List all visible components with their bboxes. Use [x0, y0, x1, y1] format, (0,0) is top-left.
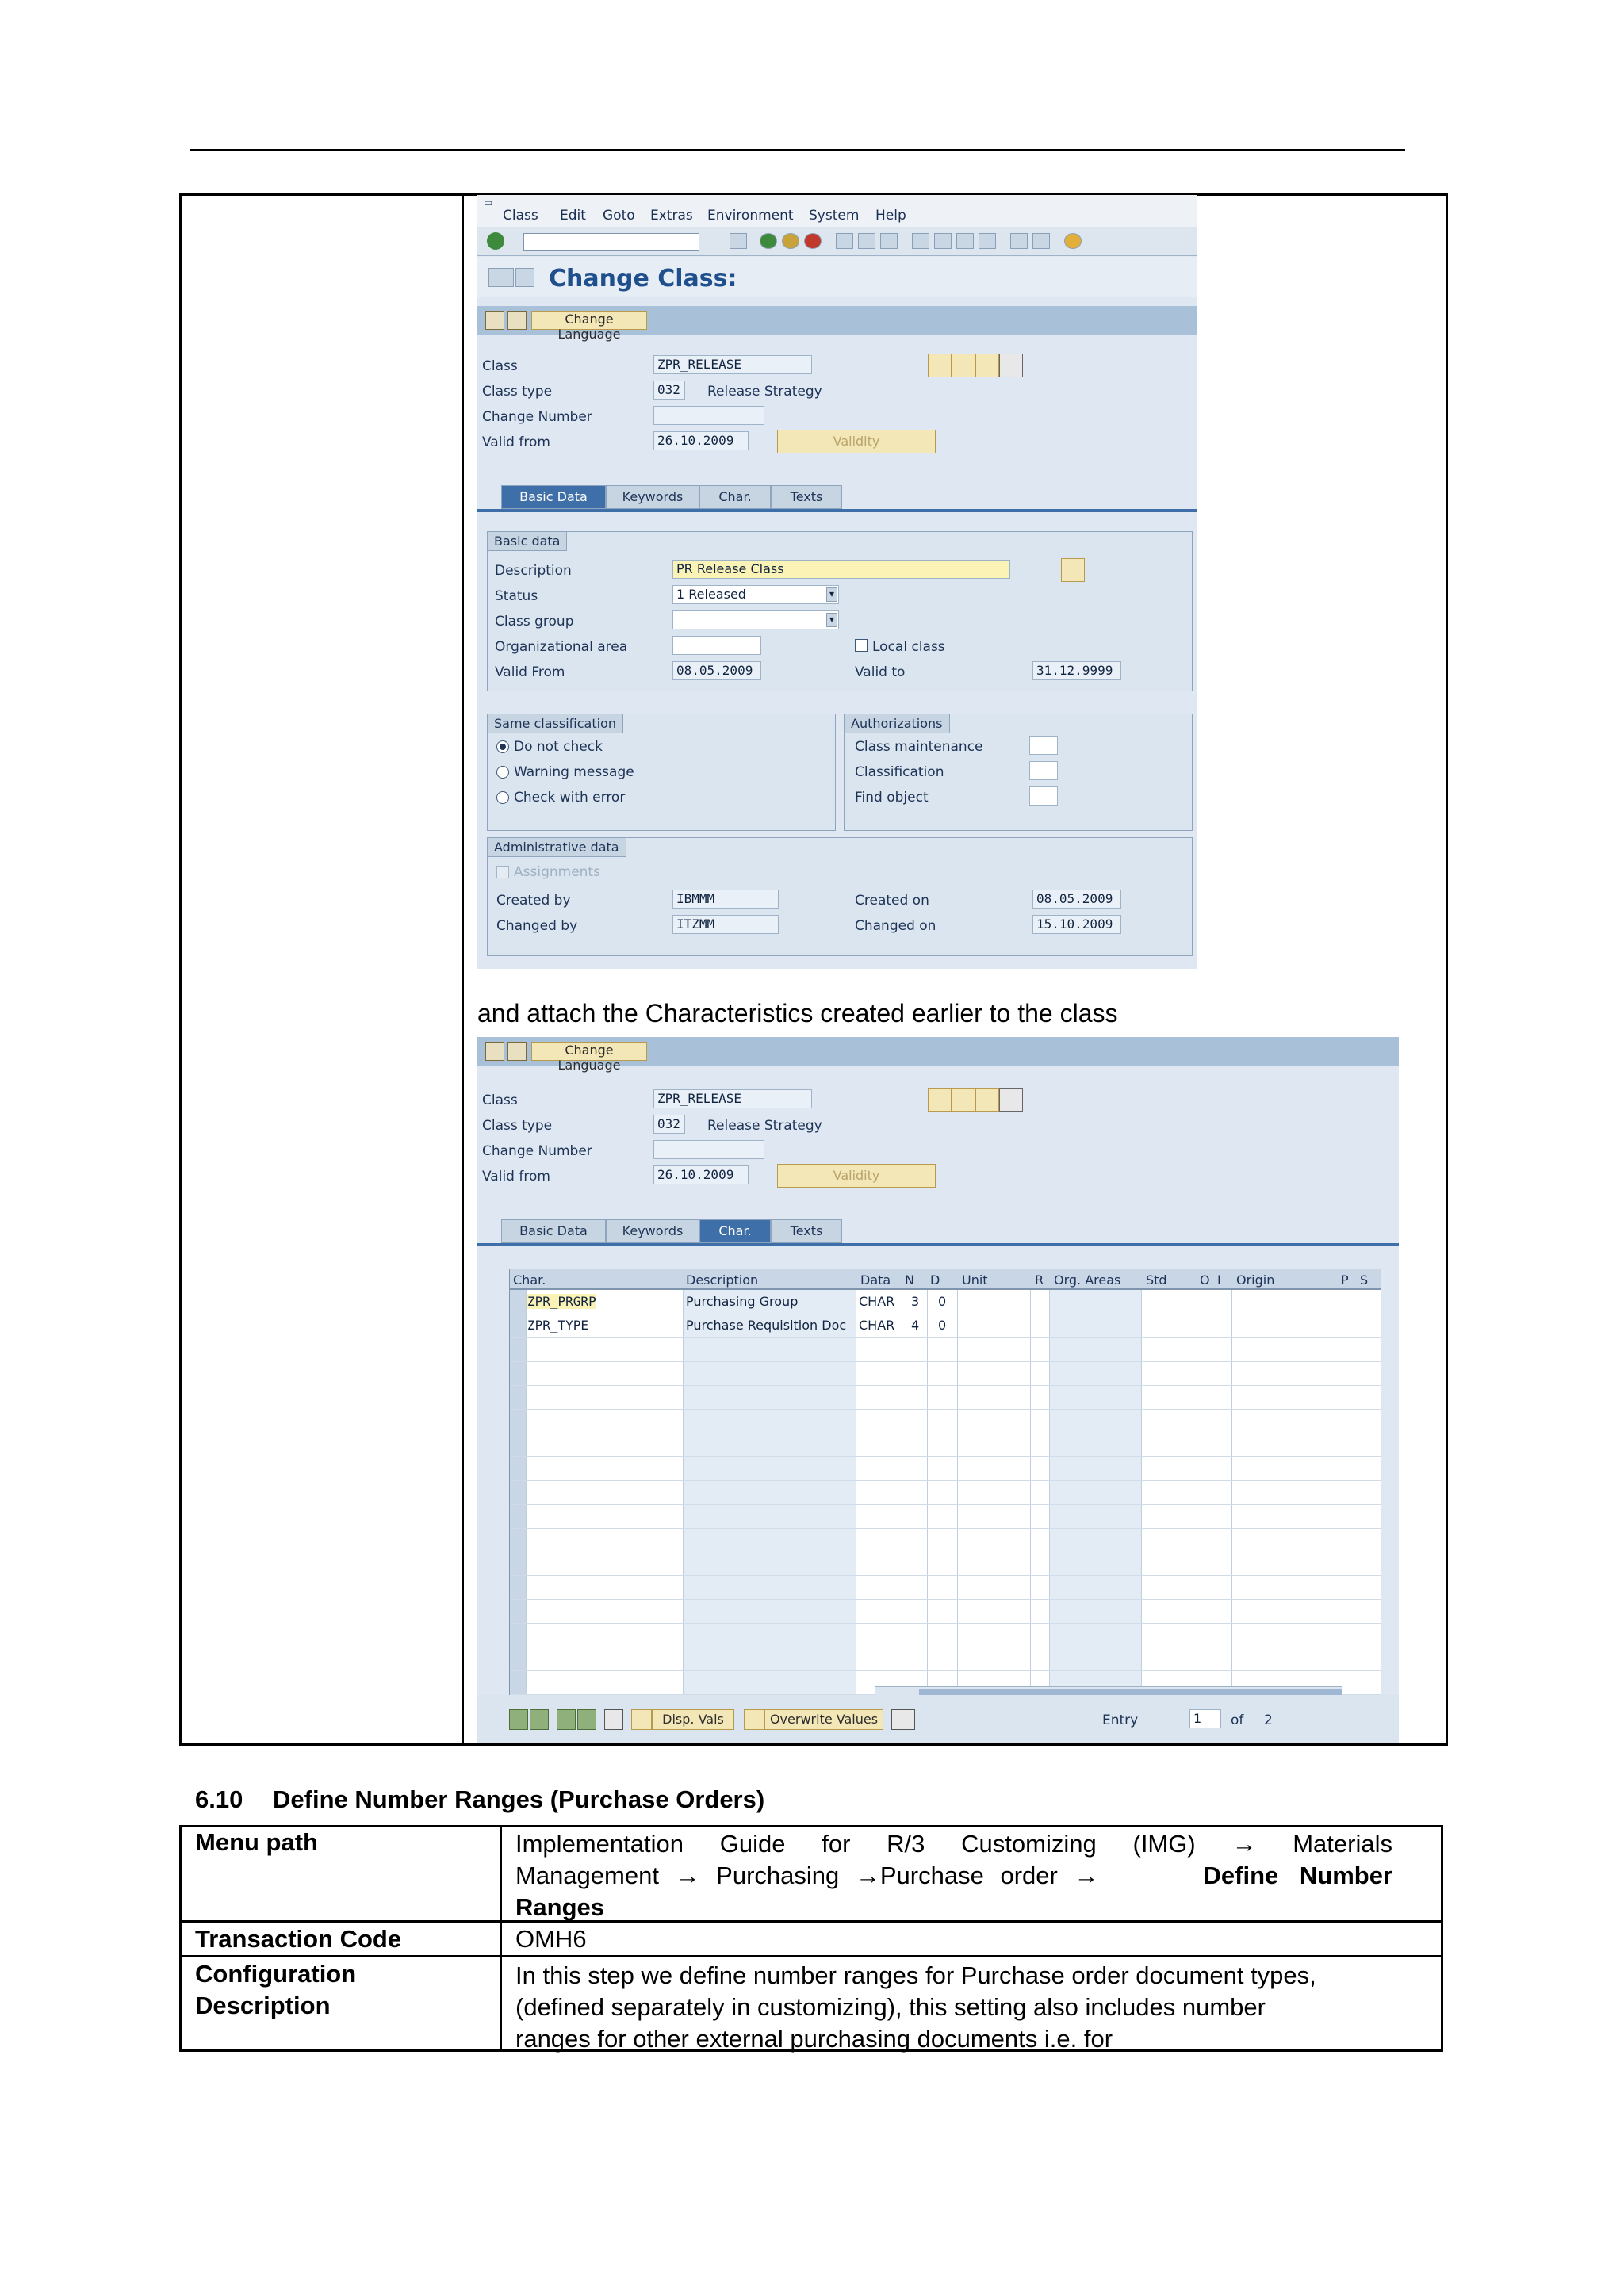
class-type-description: Release Strategy [707, 384, 822, 400]
application-toolbar [477, 306, 1197, 342]
delete-row-icon[interactable] [604, 1709, 623, 1730]
col-o[interactable]: O [1200, 1272, 1210, 1288]
basic-valid-from-field[interactable]: 08.05.2009 [672, 661, 761, 680]
shortcut-icon[interactable] [1032, 233, 1050, 249]
basic-data-title: Basic data [488, 532, 567, 551]
config-description-line3: ranges for other external purchasing documents i.e. for [515, 2025, 1113, 2053]
display-change-icon[interactable] [515, 268, 534, 287]
sap-change-class-screen [477, 195, 1197, 969]
section-number: 6.10 [195, 1785, 243, 1813]
description-field[interactable]: PR Release Class [672, 560, 1010, 579]
n-cell: 3 [911, 1294, 920, 1309]
tab-keywords-2[interactable]: Keywords [606, 1219, 699, 1243]
table-row[interactable] [510, 1385, 1381, 1410]
change-number-field[interactable] [653, 406, 764, 425]
copy-row-icon[interactable] [577, 1709, 596, 1730]
data-cell: CHAR [859, 1318, 895, 1333]
col-description[interactable]: Description [686, 1272, 759, 1288]
config-description-label-2: Description [195, 1992, 331, 2019]
transaction-code-label: Transaction Code [195, 1925, 402, 1953]
created-by-label: Created by [496, 893, 571, 909]
changed-by-field[interactable]: ITZMM [672, 915, 779, 934]
other-class-icon[interactable] [488, 268, 514, 287]
delete-icon[interactable] [999, 354, 1023, 377]
menu-path-line1: Implementation Guide for R/3 Customizing (IMG) → Materials [515, 1830, 1392, 1858]
table-row[interactable] [510, 1290, 1381, 1314]
table-row[interactable] [510, 1433, 1381, 1457]
class-type-description-2: Release Strategy [707, 1118, 822, 1134]
change-number-label-2: Change Number [482, 1143, 592, 1159]
menu-class[interactable]: Class [503, 208, 538, 224]
cancel-icon[interactable] [804, 233, 822, 249]
status-field[interactable]: 1 Released [672, 585, 839, 604]
insert-row-icon[interactable] [557, 1709, 576, 1730]
config-table-column-divider [500, 1825, 502, 2052]
caption-text: and attach the Characteristics created earlier to the class [477, 999, 1118, 1027]
class-maintenance-label: Class maintenance [855, 739, 983, 755]
entry-field[interactable]: 1 [1189, 1709, 1221, 1728]
desc-cell: Purchase Requisition Doc [686, 1318, 847, 1333]
table-row[interactable] [510, 1456, 1381, 1481]
n-cell: 4 [911, 1318, 920, 1333]
header-rule [190, 149, 1405, 151]
find-icon[interactable] [858, 233, 875, 249]
d-cell: 0 [938, 1294, 947, 1309]
class-type-label-2: Class type [482, 1118, 553, 1134]
menu-system[interactable]: System [809, 208, 860, 224]
menu-environment[interactable]: Environment [707, 208, 794, 224]
valid-to-label: Valid to [855, 664, 906, 680]
char-cell[interactable]: ZPR_PRGRP [527, 1294, 596, 1309]
char-cell[interactable]: ZPR_TYPE [527, 1318, 589, 1333]
class-maintenance-field[interactable] [1029, 736, 1058, 755]
class-group-dropdown-icon[interactable]: ▾ [826, 613, 837, 627]
description-label: Description [495, 563, 572, 579]
class-label: Class [482, 358, 518, 374]
menu-help[interactable]: Help [875, 208, 906, 224]
table-row[interactable] [510, 1647, 1381, 1671]
table-row[interactable] [510, 1409, 1381, 1433]
grid-action-bar [477, 1695, 1399, 1743]
radio-warning-message[interactable] [496, 766, 509, 779]
classification-field[interactable] [1029, 761, 1058, 780]
section-title: Define Number Ranges (Purchase Orders) [273, 1785, 765, 1813]
created-by-field[interactable]: IBMMM [672, 890, 779, 909]
menu-path-label: Menu path [195, 1828, 318, 1856]
changed-by-label: Changed by [496, 918, 578, 934]
tab-strip-line [477, 509, 1197, 512]
classification-label: Classification [855, 764, 944, 780]
change-language-button-2[interactable]: Change Language [531, 1042, 647, 1061]
first-page-icon[interactable] [912, 233, 929, 249]
tab-strip-line-2 [477, 1243, 1399, 1246]
change-language-button[interactable]: Change Language [531, 311, 647, 330]
col-data[interactable]: Data [860, 1272, 891, 1288]
change-number-field-2[interactable] [653, 1140, 764, 1159]
screen-title: Change Class: [549, 265, 737, 293]
changed-on-field[interactable]: 15.10.2009 [1032, 915, 1121, 934]
application-toolbar-2 [477, 1037, 1399, 1073]
back-icon[interactable] [760, 233, 777, 249]
data-cell: CHAR [859, 1294, 895, 1309]
copy-icon-2[interactable] [975, 1088, 999, 1112]
table-row[interactable] [510, 1480, 1381, 1505]
col-d[interactable]: D [930, 1272, 940, 1288]
prev-page-icon[interactable] [934, 233, 952, 249]
table-row[interactable] [510, 1504, 1381, 1529]
valid-from-label-2: Valid from [482, 1169, 550, 1184]
org-area-label: Organizational area [495, 639, 628, 655]
char-grid [509, 1289, 1381, 1701]
classification-icon[interactable] [928, 354, 952, 377]
validity-button[interactable]: Validity [777, 430, 936, 453]
created-on-field[interactable]: 08.05.2009 [1032, 890, 1121, 909]
find-object-label: Find object [855, 790, 929, 806]
col-org-areas[interactable]: Org. Areas [1054, 1272, 1121, 1288]
next-page-icon[interactable] [956, 233, 974, 249]
radio-do-not-check[interactable] [496, 740, 509, 753]
delete-icon-2[interactable] [999, 1088, 1023, 1112]
valid-from-field-2[interactable]: 26.10.2009 [653, 1165, 749, 1184]
col-s[interactable]: S [1360, 1272, 1369, 1288]
char-grid-header [509, 1269, 1381, 1289]
sap-logo-icon: ▭ [484, 197, 493, 208]
menu-path-line2 [515, 1862, 1392, 1890]
tab-basic-data-2[interactable]: Basic Data [501, 1219, 606, 1243]
config-description-line2: (defined separately in customizing), this setting also includes number [515, 1993, 1266, 2021]
last-page-icon[interactable] [979, 233, 996, 249]
tab-char-2[interactable]: Char. [699, 1219, 771, 1243]
col-unit[interactable]: Unit [962, 1272, 988, 1288]
basic-valid-from-label: Valid From [495, 664, 565, 680]
class-field-2[interactable]: ZPR_RELEASE [653, 1089, 812, 1108]
print-icon[interactable] [836, 233, 853, 249]
class-label-2: Class [482, 1093, 518, 1108]
class-type-field[interactable]: 032 [653, 381, 685, 400]
class-type-field-2[interactable]: 032 [653, 1115, 685, 1134]
new-session-icon[interactable] [1010, 233, 1028, 249]
tab-keywords[interactable]: Keywords [606, 485, 699, 509]
sap-title-bar [477, 257, 1197, 297]
binoculars-icon[interactable] [891, 1709, 915, 1730]
entry-label: Entry [1102, 1712, 1139, 1728]
d-cell: 0 [938, 1318, 947, 1333]
col-i[interactable]: I [1217, 1272, 1221, 1288]
other-object-icon[interactable] [485, 311, 504, 330]
valid-to-field[interactable]: 31.12.9999 [1032, 661, 1121, 680]
command-field[interactable] [523, 233, 699, 251]
table-row[interactable] [510, 1599, 1381, 1624]
desc-cell: Purchasing Group [686, 1294, 799, 1309]
validity-button-2[interactable]: Validity [777, 1164, 936, 1188]
entry-total: 2 [1264, 1712, 1273, 1728]
tab-basic-data[interactable]: Basic Data [501, 485, 606, 509]
class-field[interactable]: ZPR_RELEASE [653, 355, 812, 374]
tab-texts-2[interactable]: Texts [771, 1219, 842, 1243]
col-p[interactable]: P [1341, 1272, 1349, 1288]
deselect-all-icon[interactable] [530, 1709, 549, 1730]
other-object-icon-2[interactable] [485, 1042, 504, 1061]
enter-icon[interactable] [487, 232, 504, 250]
created-on-label: Created on [855, 893, 929, 909]
menu-path-line2-a: Management → Purchasing →Purchase order → [515, 1862, 1099, 1889]
tab-texts[interactable]: Texts [771, 485, 842, 509]
col-r[interactable]: R [1035, 1272, 1044, 1288]
language-text-icon[interactable] [1061, 558, 1085, 582]
config-table-row-divider [179, 1920, 1443, 1923]
sap-menubar [477, 195, 1197, 228]
check-with-error-label: Check with error [514, 790, 626, 806]
transaction-code-value: OMH6 [515, 1925, 587, 1953]
save-icon[interactable] [730, 233, 747, 249]
col-origin[interactable]: Origin [1236, 1272, 1275, 1288]
create-icon-2[interactable] [952, 1088, 975, 1112]
help-icon[interactable] [1064, 233, 1082, 249]
table-row[interactable] [510, 1528, 1381, 1552]
overwrite-values-button[interactable]: Overwrite Values [764, 1709, 883, 1730]
local-class-checkbox[interactable] [855, 639, 868, 652]
valid-from-label: Valid from [482, 434, 550, 450]
copy-icon[interactable] [975, 354, 999, 377]
table-row[interactable] [510, 1575, 1381, 1600]
table-column-divider [462, 193, 464, 1746]
menu-goto[interactable]: Goto [603, 208, 635, 224]
class-group-field[interactable] [672, 610, 839, 629]
radio-check-with-error[interactable] [496, 791, 509, 804]
administrative-data-title: Administrative data [488, 838, 626, 857]
col-n[interactable]: N [905, 1272, 914, 1288]
classify-icon[interactable] [508, 311, 527, 330]
char-value-icon[interactable] [631, 1709, 652, 1730]
create-icon[interactable] [952, 354, 975, 377]
local-class-label: Local class [872, 639, 945, 655]
table-row[interactable] [510, 1552, 1381, 1576]
assignments-checkbox [496, 866, 509, 878]
menu-path-line3: Ranges [515, 1893, 604, 1921]
find-object-field[interactable] [1029, 786, 1058, 806]
config-table-row-divider [179, 1955, 1443, 1957]
disp-vals-button[interactable]: Disp. Vals [652, 1709, 734, 1730]
class-group-label: Class group [495, 614, 574, 629]
classify-icon-2[interactable] [508, 1042, 527, 1061]
col-std[interactable]: Std [1146, 1272, 1167, 1288]
menu-edit[interactable]: Edit [560, 208, 586, 224]
class-type-label: Class type [482, 384, 553, 400]
valid-from-field[interactable]: 26.10.2009 [653, 431, 749, 450]
col-char[interactable]: Char. [513, 1272, 546, 1288]
select-all-icon[interactable] [509, 1709, 528, 1730]
table-row[interactable] [510, 1337, 1381, 1362]
overwrite-icon[interactable] [744, 1709, 764, 1730]
do-not-check-label: Do not check [514, 739, 603, 755]
change-number-label: Change Number [482, 409, 592, 425]
sap-char-tab-screen [477, 1037, 1399, 1743]
table-row[interactable] [510, 1314, 1381, 1338]
menu-path-line2-b: Define Number [1203, 1862, 1392, 1889]
find-next-icon[interactable] [880, 233, 898, 249]
status-dropdown-icon[interactable]: ▾ [826, 587, 837, 602]
config-description-label-1: Configuration [195, 1960, 357, 1988]
sap-standard-toolbar [477, 227, 1197, 256]
changed-on-label: Changed on [855, 918, 936, 934]
classification-icon-2[interactable] [928, 1088, 952, 1112]
authorizations-title: Authorizations [845, 714, 950, 733]
tab-char[interactable]: Char. [699, 485, 771, 509]
section-heading [195, 1785, 764, 1814]
org-area-field[interactable] [672, 636, 761, 655]
status-label: Status [495, 588, 538, 604]
of-label: of [1231, 1712, 1244, 1728]
menu-extras[interactable]: Extras [650, 208, 693, 224]
table-row[interactable] [510, 1361, 1381, 1386]
config-description-line1: In this step we define number ranges for Purchase order document types, [515, 1961, 1316, 1989]
warning-message-label: Warning message [514, 764, 634, 780]
same-classification-title: Same classification [488, 714, 623, 733]
assignments-label: Assignments [514, 864, 600, 880]
exit-icon[interactable] [782, 233, 799, 249]
table-row[interactable] [510, 1623, 1381, 1647]
